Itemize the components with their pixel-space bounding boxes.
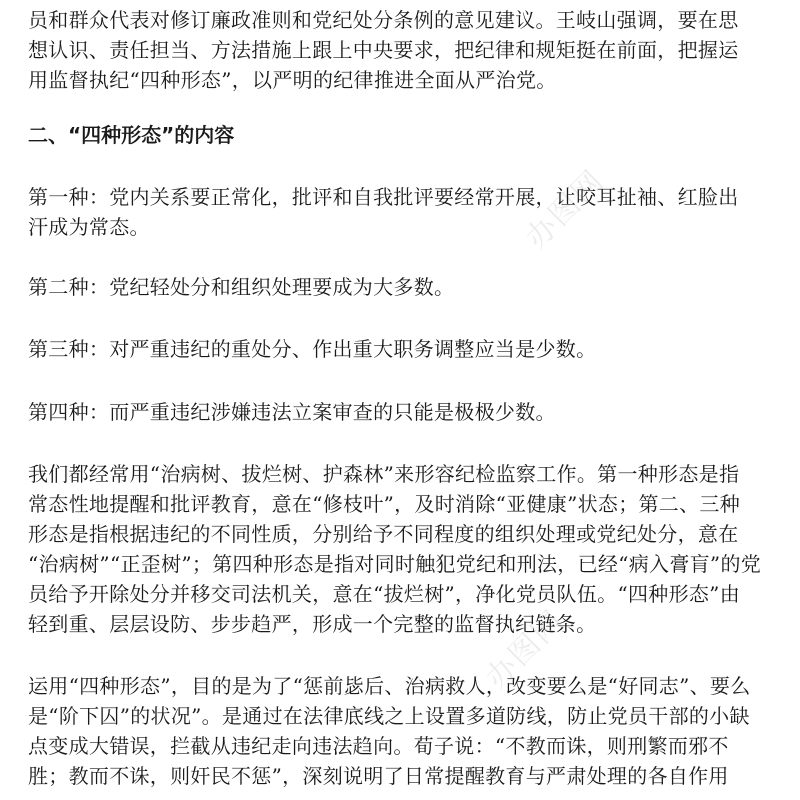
text-line: 第四种：而严重违纪涉嫌违法立案审查的只能是极极少数。	[28, 400, 556, 424]
text-line: 是“阶下囚”的状况”。是通过在法律底线之上设置多道防线，防止党员干部的小缺	[28, 704, 750, 728]
watermark: 办图网	[479, 603, 572, 696]
text-line: “治病树”“正歪树”；第四种形态是指对同时触犯党纪和刑法，已经“病入膏肓”的党	[28, 552, 762, 576]
first-form-paragraph	[28, 182, 780, 242]
text-line: 轻到重、层层设防、步步趋严，形成一个完整的监督执纪链条。	[28, 612, 597, 636]
analogy-paragraph	[28, 459, 780, 639]
second-form-paragraph	[28, 272, 780, 302]
text-line: 运用“四种形态”，目的是为了“惩前毖后、治病救人，改变要么是“好同志”、要么	[28, 674, 751, 698]
watermark: 办图网	[519, 163, 612, 256]
fourth-form-paragraph	[28, 397, 780, 427]
text-line: 第一种：党内关系要正常化，批评和自我批评要经常开展，让咬耳扯袖、红脸出	[28, 185, 739, 209]
text-line: 员给予开除处分并移交司法机关，意在“拔烂树”，净化党员队伍。“四种形态”由	[28, 582, 740, 606]
text-line: 我们都经常用“治病树、拔烂树、护森林”来形容纪检监察工作。第一种形态是指	[28, 462, 740, 486]
text-line: 汗成为常态。	[28, 215, 150, 239]
text-line: 常态性地提醒和批评教育，意在“修枝叶”，及时消除“亚健康”状态；第二、三种	[28, 492, 740, 516]
text-line: 点变成大错误，拦截从违纪走向违法趋向。荀子说：“不教而诛，则刑繁而邪不	[28, 734, 729, 758]
text-line: 想认识、责任担当、方法措施上跟上中央要求，把纪律和规矩挺在前面，把握运	[28, 38, 739, 62]
intro-paragraph	[28, 5, 780, 95]
text-line: 形态是指根据违纪的不同性质，分别给予不同程度的组织处理或党纪处分，意在	[28, 522, 739, 546]
third-form-paragraph	[28, 334, 780, 364]
text-line: 第二种：党纪轻处分和组织处理要成为大多数。	[28, 275, 455, 299]
text-line: 用监督执纪“四种形态”，以严明的纪律推进全面从严治党。	[28, 68, 557, 92]
text-line: 员和群众代表对修订廉政准则和党纪处分条例的意见建议。王岐山强调，要在思	[28, 8, 739, 32]
purpose-paragraph	[28, 671, 780, 791]
text-line: 第三种：对严重违纪的重处分、作出重大职务调整应当是少数。	[28, 337, 597, 361]
text-line: 胜；教而不诛，则奸民不惩”，深刻说明了日常提醒教育与严肃处理的各自作用	[28, 764, 729, 788]
section-heading: 二、“四种形态”的内容	[28, 123, 235, 147]
